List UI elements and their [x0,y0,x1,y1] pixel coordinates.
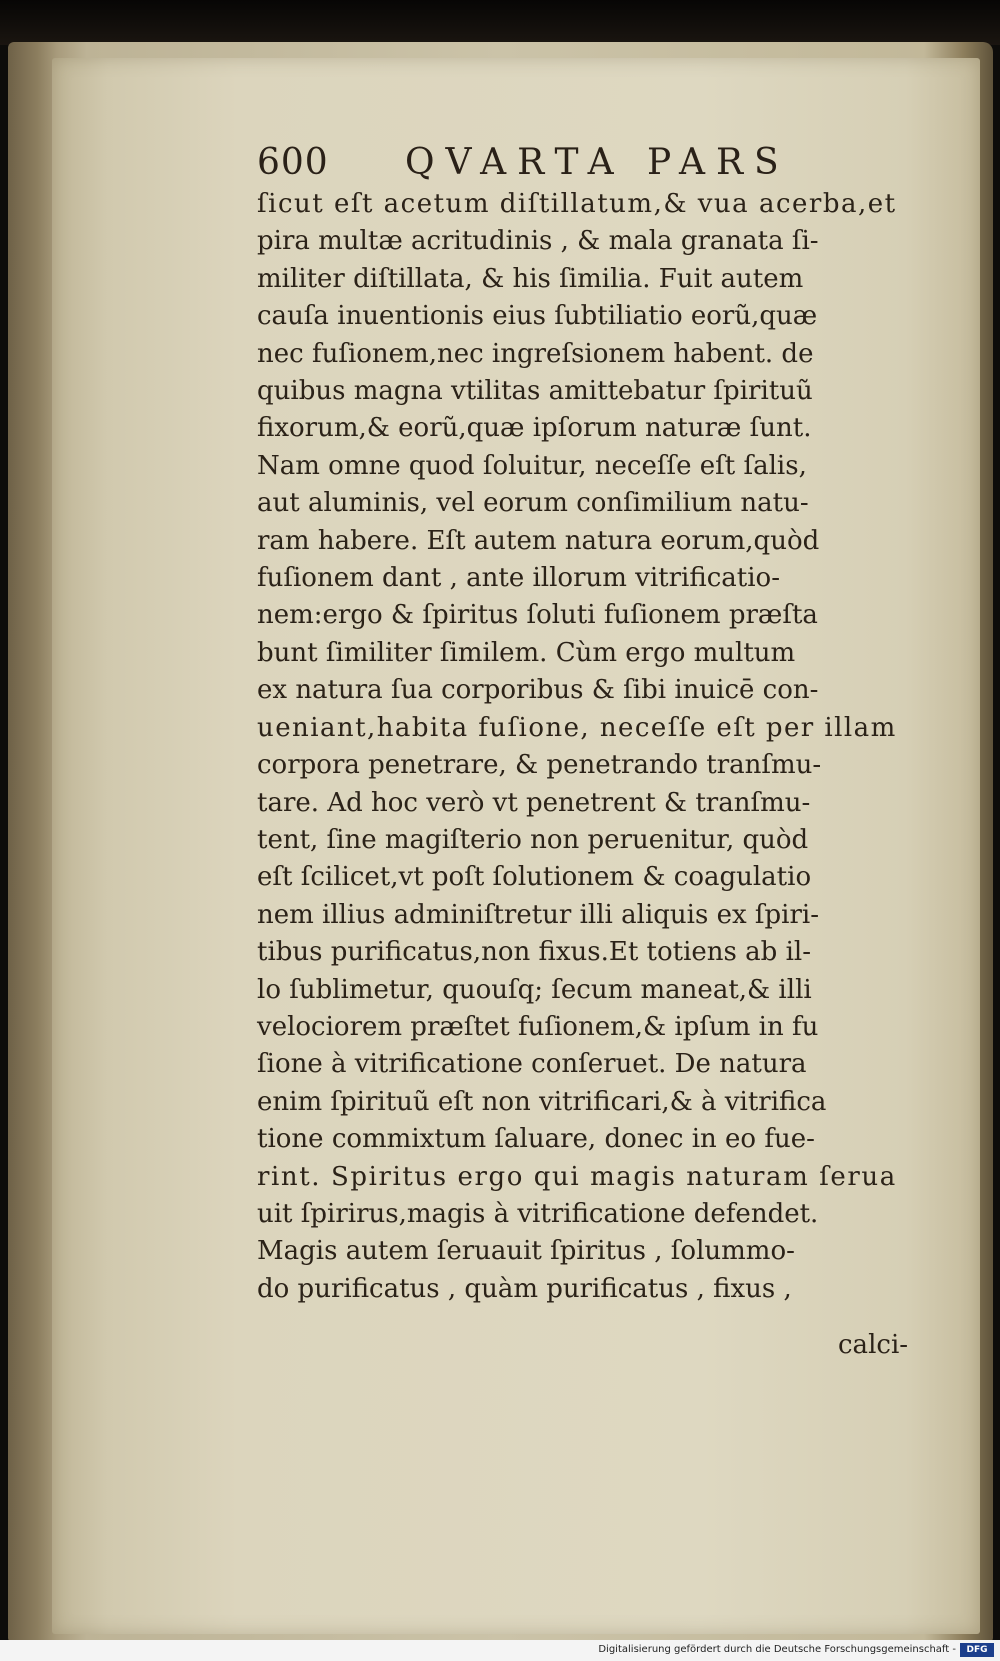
text-line: cauſa inuentionis eius ſubtiliatio eorũ,quæ [257,301,818,332]
text-line: tent, ſine magiſterio non peruenitur, quòd [257,824,809,855]
text-line: tare. Ad hoc verò vt penetrent & tranſmu- [257,787,811,818]
page-header [257,142,897,188]
page-number: 600 [257,142,329,183]
text-line: tione commixtum ſaluare, donec in eo fue- [257,1124,815,1155]
text-line: nem:ergo & ſpiritus ſoluti fuſionem præſta [257,600,818,631]
text-line: nec fuſionem,nec ingreſsionem habent. de [257,338,814,369]
text-line: lo ſublimetur, quouſq; ſecum maneat,& illi [257,974,812,1005]
body-text [257,186,897,1308]
text-line: Nam omne quod ſoluitur, neceſſe eſt ſalis, [257,450,807,481]
text-line: ſicut eſt acetum diſtillatum,& vua acerba,et [257,189,897,219]
text-line: fixorum,& eorũ,quæ ipſorum naturæ ſunt. [257,413,812,444]
dfg-logo: DFG [960,1643,994,1657]
text-line: pira multæ acritudinis , & mala granata ſi- [257,226,819,257]
running-head: QVARTA PARS [405,142,790,183]
text-line: enim ſpirituũ eſt non vitrificari,& à vitrifica [257,1086,827,1117]
text-line: quibus magna vtilitas amittebatur ſpirituũ [257,376,813,407]
text-line: ex natura ſua corporibus & ſibi inuicē con- [257,675,819,706]
text-line: do purificatus , quàm purificatus , fixus , [257,1273,792,1304]
funding-credit: Digitalisierung gefördert durch die Deutsche Forschungsgemeinschaft - [598,1644,956,1655]
text-line: uit ſpirirus,magis à vitrificatione defendet. [257,1198,819,1229]
text-line: Magis autem ſeruauit ſpiritus , ſolummo- [257,1236,795,1267]
footer-bar [0,1640,1000,1661]
text-line: corpora penetrare, & penetrando tranſmu- [257,750,822,781]
text-line: tibus purificatus,non fixus.Et totiens ab il- [257,937,811,968]
text-line: velociorem præſtet fuſionem,& ipſum in fu [257,1011,819,1042]
text-line: bunt ſimiliter ſimilem. Cùm ergo multum [257,637,796,668]
text-line: militer diſtillata, & his ſimilia. Fuit autem [257,263,804,294]
text-line: nem illius adminiſtretur illi aliquis ex ſpiri- [257,899,820,930]
catchword: calci- [838,1330,909,1360]
text-line: eſt ſcilicet,vt poſt ſolutionem & coagulatio [257,862,812,893]
text-line: fuſionem dant , ante illorum vitrificatio- [257,563,780,594]
text-line: rint. Spiritus ergo qui magis naturam ſerua [257,1161,897,1192]
text-line: aut aluminis, vel eorum conſimilium natu- [257,488,809,519]
text-line: ueniant,habita fuſione, neceſſe eſt per illam [257,712,897,743]
scan-background [0,0,1000,45]
text-line: ſione à vitrificatione conſeruet. De natura [257,1049,807,1080]
text-line: ram habere. Eſt autem natura eorum,quòd [257,525,820,556]
